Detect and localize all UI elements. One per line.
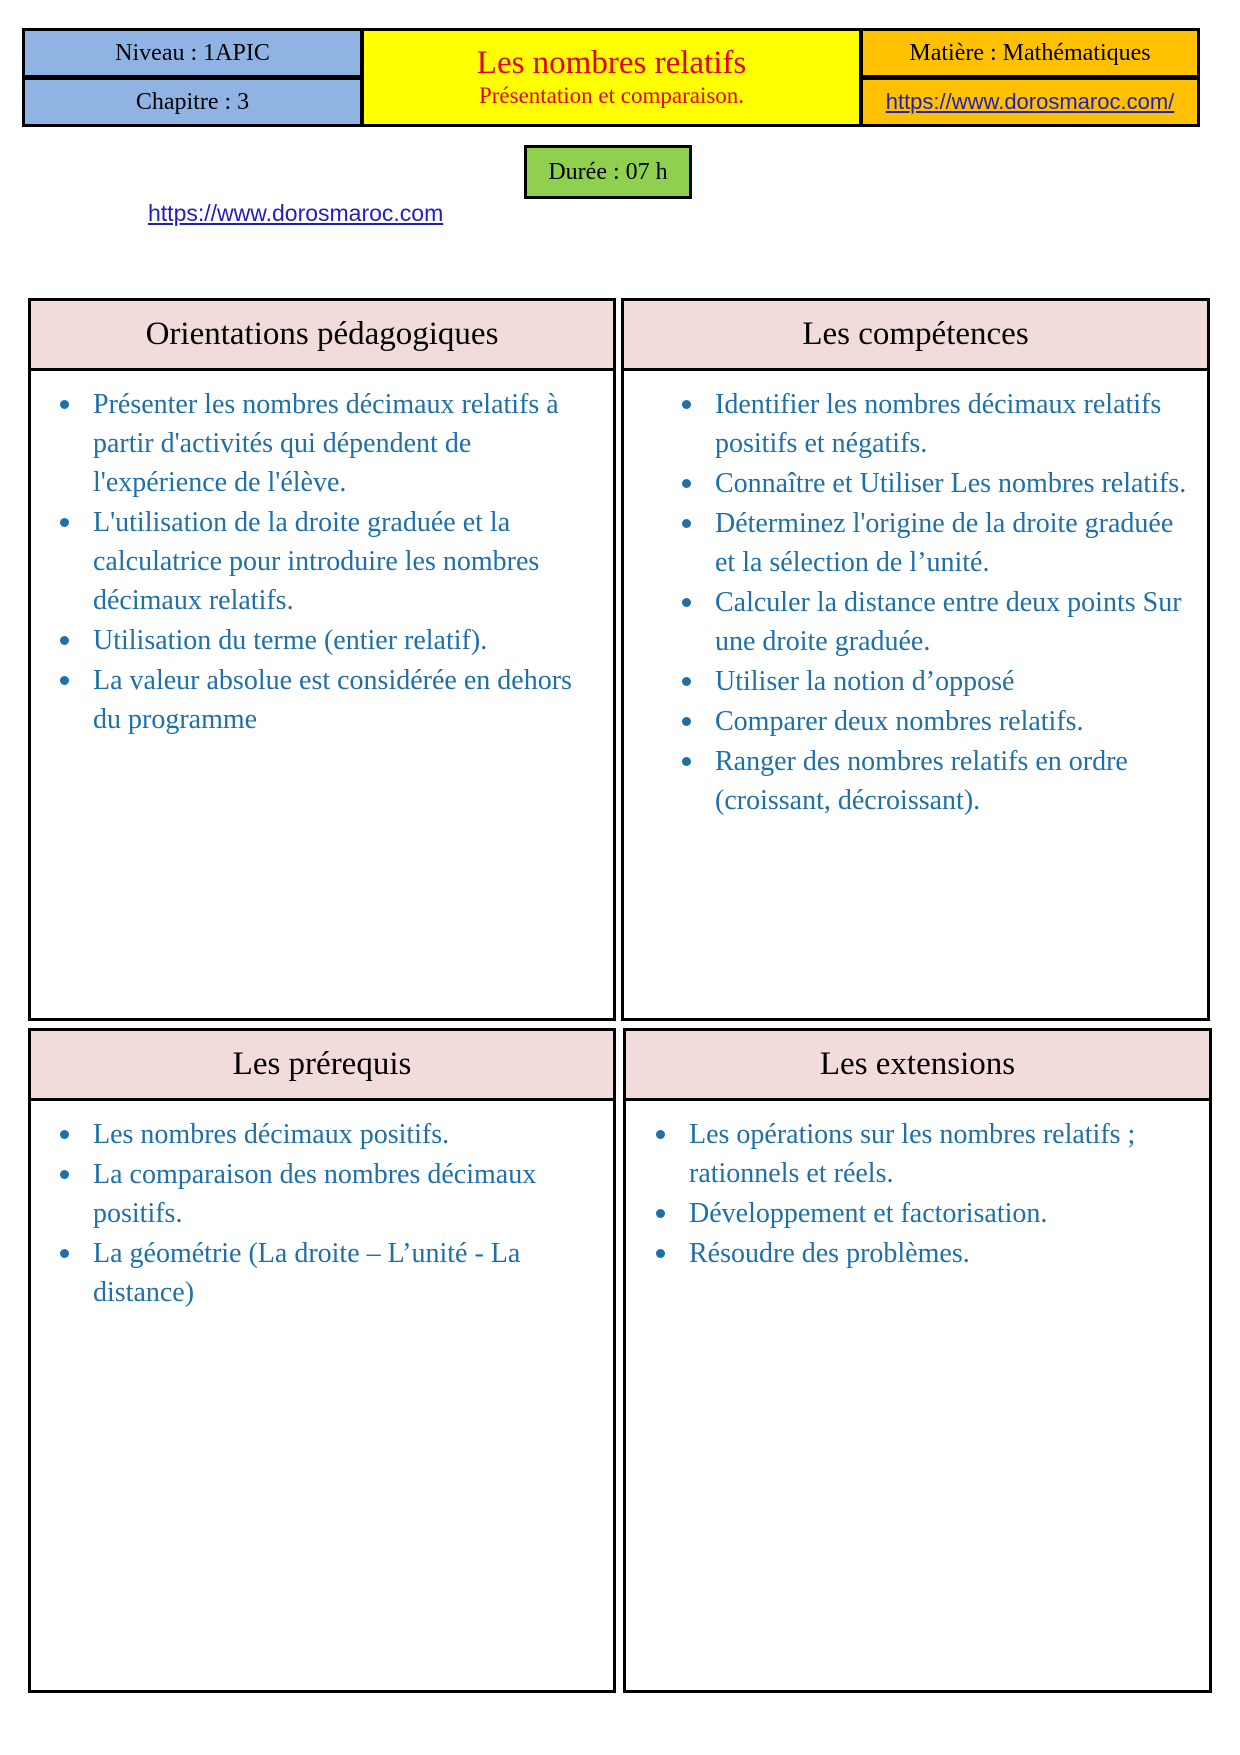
list-item — [93, 1155, 599, 1233]
bullet-icon — [682, 479, 691, 488]
bullet-icon — [682, 677, 691, 686]
list-item-text: L'utilisation de la droite graduée et la calculatrice pour introduire les nombres décimaux relatifs. — [93, 507, 540, 616]
niveau-cell — [22, 28, 363, 78]
prerequis-list — [31, 1101, 613, 1312]
list-item — [715, 662, 1193, 701]
list-item — [93, 661, 599, 739]
list-item — [93, 1234, 599, 1312]
list-item — [715, 702, 1193, 741]
bullet-icon — [60, 518, 69, 527]
matiere-cell — [860, 28, 1200, 78]
extensions-panel — [623, 1028, 1212, 1693]
bullet-icon — [682, 598, 691, 607]
list-item — [93, 503, 599, 620]
list-item-text: Présenter les nombres décimaux relatifs à partir d'activités qui dépendent de l'expérience de l'élève. — [93, 389, 559, 498]
extensions-list — [626, 1101, 1209, 1273]
bullet-icon — [682, 717, 691, 726]
list-item — [689, 1194, 1195, 1233]
bullet-icon — [60, 400, 69, 409]
list-item-text: Les nombres décimaux positifs. — [93, 1119, 450, 1150]
list-item — [93, 621, 599, 660]
prerequis-title: Les prérequis — [31, 1031, 613, 1101]
list-item-text: Déterminez l'origine de la droite graduée et la sélection de l’unité. — [715, 508, 1174, 578]
list-item-text: La géométrie (La droite – L’unité - La distance) — [93, 1238, 521, 1308]
orientations-list — [31, 371, 613, 739]
extensions-title: Les extensions — [626, 1031, 1209, 1101]
list-item-text: La comparaison des nombres décimaux positifs. — [93, 1159, 537, 1229]
competences-title: Les compétences — [624, 301, 1207, 371]
list-item — [715, 464, 1193, 503]
matiere-label: Matière : Mathématiques — [909, 39, 1151, 66]
list-item — [715, 504, 1193, 582]
list-item — [689, 1234, 1195, 1273]
list-item — [715, 742, 1193, 820]
list-item — [93, 1115, 599, 1154]
chapitre-label: Chapitre : 3 — [135, 88, 250, 115]
list-item-text: Utilisation du terme (entier relatif). — [93, 625, 488, 656]
prerequis-panel — [28, 1028, 616, 1693]
chapitre-cell — [22, 77, 363, 127]
list-item-text: Les opérations sur les nombres relatifs ; rationnels et réels. — [689, 1119, 1136, 1189]
bullet-icon — [60, 1249, 69, 1258]
page-subtitle: Présentation et comparaison. — [478, 83, 745, 109]
list-item-text: La valeur absolue est considérée en dehors du programme — [93, 665, 572, 735]
bullet-icon — [682, 757, 691, 766]
list-item — [689, 1115, 1195, 1193]
list-item-text: Résoudre des problèmes. — [689, 1238, 970, 1269]
niveau-label: Niveau : 1APIC — [115, 39, 270, 66]
orientations-panel — [28, 298, 616, 1021]
header-link[interactable]: https://www.dorosmaroc.com/ — [885, 89, 1175, 114]
list-item — [715, 583, 1193, 661]
list-item-text: Connaître et Utiliser Les nombres relatifs. — [715, 468, 1187, 499]
link-cell — [860, 77, 1200, 127]
list-item — [93, 385, 599, 502]
bullet-icon — [60, 1130, 69, 1139]
page-title: Les nombres relatifs — [476, 45, 747, 82]
list-item-text: Développement et factorisation. — [689, 1198, 1048, 1229]
bullet-icon — [60, 1170, 69, 1179]
bullet-icon — [682, 519, 691, 528]
list-item-text: Comparer deux nombres relatifs. — [715, 706, 1084, 737]
duration-badge — [524, 145, 692, 199]
list-item-text: Calculer la distance entre deux points Sur une droite graduée. — [715, 587, 1182, 657]
site-link[interactable]: https://www.dorosmaroc.com — [148, 200, 444, 226]
list-item-text: Identifier les nombres décimaux relatifs positifs et négatifs. — [715, 389, 1162, 459]
bullet-icon — [60, 636, 69, 645]
bullet-icon — [60, 676, 69, 685]
bullet-icon — [656, 1249, 665, 1258]
list-item — [715, 385, 1193, 463]
competences-list — [624, 371, 1207, 820]
orientations-title: Orientations pédagogiques — [31, 301, 613, 371]
list-item-text: Utiliser la notion d’opposé — [715, 666, 1015, 697]
bullet-icon — [656, 1130, 665, 1139]
duration-label: Durée : 07 h — [548, 158, 668, 185]
list-item-text: Ranger des nombres relatifs en ordre (croissant, décroissant). — [715, 746, 1128, 816]
competences-panel — [621, 298, 1210, 1021]
title-cell — [361, 28, 862, 127]
bullet-icon — [656, 1209, 665, 1218]
bullet-icon — [682, 400, 691, 409]
